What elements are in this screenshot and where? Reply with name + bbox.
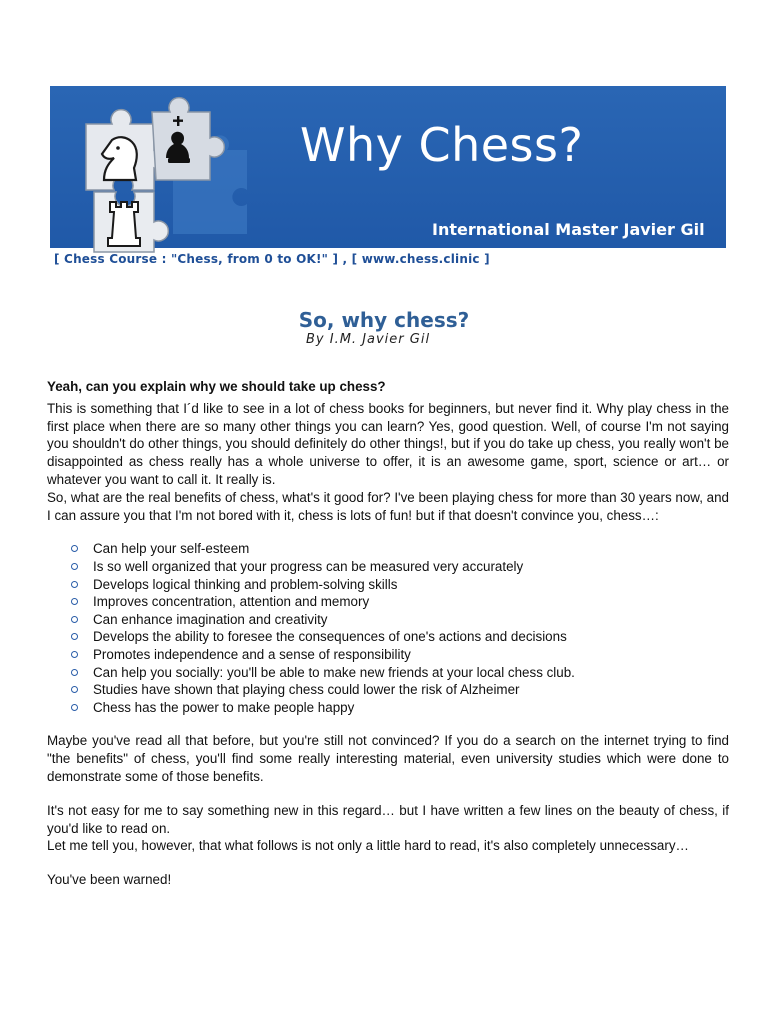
circle-bullet-icon <box>71 686 78 693</box>
circle-bullet-icon <box>71 598 78 605</box>
search-paragraph: Maybe you've read all that before, but you're still not convinced? If you do a search on the internet trying to find "the benefits" of chess, you'll find some really interesting material, even university studies which were done to demonstrate some of those benefits. <box>47 733 729 784</box>
list-item: Is so well organized that your progress can be measured very accurately <box>47 558 729 576</box>
circle-bullet-icon <box>71 616 78 623</box>
intro-paragraph: This is something that I´d like to see in a lot of chess books for beginners, but never find it. Why play chess in the first place when there are so many other things you can learn? Yes, good question. Well, of course I'm not saying you shouldn't do other things, you should definitely do other things!, but if you do take up chess, you really won't be disappointed as chess really has a whole universe to offer, it is an awesome game, sport, science or art… or whatever you want to call it. It really is. <box>47 400 729 487</box>
warning-paragraph: Let me tell you, however, that what follows is not only a little hard to read, it's also completely unnecessary… <box>47 838 689 854</box>
list-item: Develops the ability to foresee the consequences of one's actions and decisions <box>47 628 729 646</box>
beauty-paragraph: It's not easy for me to say something new in this regard… but I have written a few lines on the beauty of chess, if you'd like to read on. <box>47 802 729 836</box>
circle-bullet-icon <box>71 581 78 588</box>
article-body <box>47 378 729 889</box>
closing-line: You've been warned! <box>47 872 172 888</box>
circle-bullet-icon <box>71 633 78 640</box>
circle-bullet-icon <box>71 704 78 711</box>
banner-title: Why Chess? <box>300 118 584 172</box>
list-item: Can help your self-esteem <box>47 540 729 558</box>
benefits-intro: So, what are the real benefits of chess, what's it good for? I've been playing chess for more than 30 years now, and I can assure you that I'm not bored with it, chess is lots of fun! but if that doesn't convince you, chess…: <box>47 489 729 523</box>
list-item: Can enhance imagination and creativity <box>47 611 729 629</box>
list-item: Improves concentration, attention and memory <box>47 593 729 611</box>
list-item: Studies have shown that playing chess could lower the risk of Alzheimer <box>47 681 729 699</box>
spacer <box>47 786 729 802</box>
page-title: So, why chess? <box>298 308 470 332</box>
chess-puzzle-pieces-icon <box>78 88 258 258</box>
benefits-list <box>47 540 729 716</box>
list-item: Can help you socially: you'll be able to make new friends at your local chess club. <box>47 664 729 682</box>
circle-bullet-icon <box>71 651 78 658</box>
author-byline: By I.M. Javier Gil <box>306 332 431 347</box>
circle-bullet-icon <box>71 669 78 676</box>
circle-bullet-icon <box>71 545 78 552</box>
list-item: Chess has the power to make people happy <box>47 699 729 717</box>
circle-bullet-icon <box>71 563 78 570</box>
list-item: Promotes independence and a sense of responsibility <box>47 646 729 664</box>
list-item: Develops logical thinking and problem-solving skills <box>47 576 729 594</box>
course-link-line[interactable]: [ Chess Course : "Chess, from 0 to OK!" ] , [ www.chess.clinic ] <box>54 252 490 266</box>
question-heading: Yeah, can you explain why we should take up chess? <box>47 379 386 394</box>
banner-subtitle: International Master Javier Gil <box>432 220 705 239</box>
spacer <box>47 855 729 871</box>
